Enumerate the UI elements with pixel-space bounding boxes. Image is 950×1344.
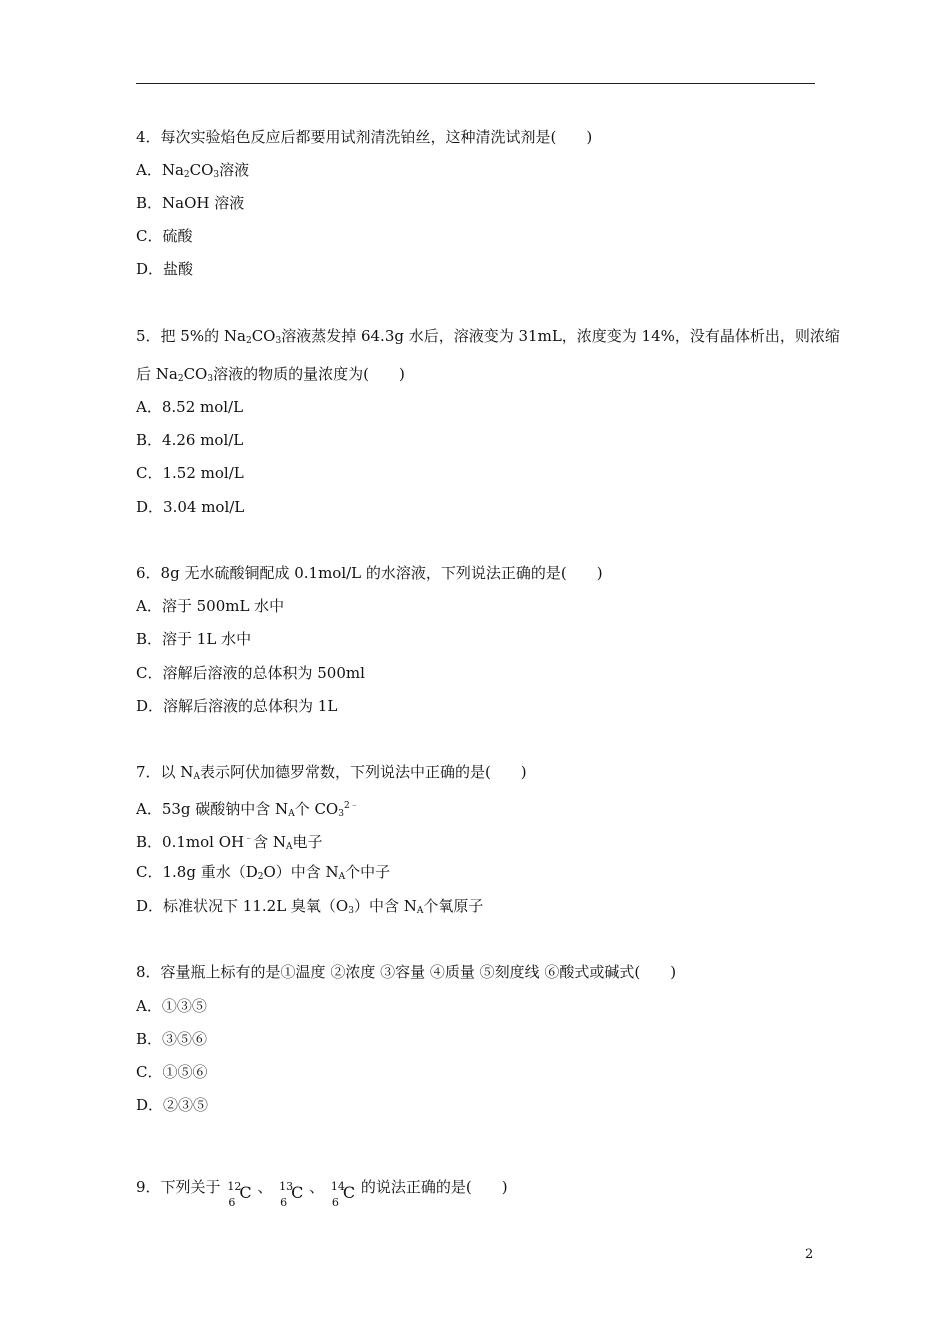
q5-option-c: C．1.52 mol/L <box>136 464 244 482</box>
q5-option-a: A．8.52 mol/L <box>136 398 244 416</box>
q7-option-a: A．53g 碳酸钠中含 $N_A$个 $CO_3^{2﹣}$ <box>136 800 359 819</box>
q5-option-d: D．3.04 mol/L <box>136 498 245 516</box>
q7-stem: 7．以 $N_A$表示阿伏加德罗常数，下列说法中正确的是( ) <box>136 763 527 782</box>
q5-stem-line1: 5．把 5%的 $Na_2CO_3$溶液蒸发掉 64.3g 水后，溶液变为 31mL，浓度变为 14%，没有晶体析出，则浓缩 <box>136 327 840 346</box>
q8-stem: 8．容量瓶上标有的是①温度 ②浓度 ③容量 ④质量 ⑤刻度线 ⑥酸式或碱式( ) <box>136 963 677 981</box>
q4-option-b: B．NaOH 溶液 <box>136 194 245 212</box>
q6-option-d: D．溶解后溶液的总体积为 1L <box>136 697 338 715</box>
q6-stem: 6．8g 无水硫酸铜配成 0.1mol/L 的水溶液，下列说法正确的是( ) <box>136 564 603 582</box>
q8-option-c: C．①⑤⑥ <box>136 1063 208 1081</box>
q4-option-d: D．盐酸 <box>136 260 194 278</box>
q8-option-b: B．③⑤⑥ <box>136 1030 208 1048</box>
isotope-c14: 14 6 C <box>330 1180 356 1209</box>
q5-option-b: B．4.26 mol/L <box>136 431 244 449</box>
q9-stem: 9．下列关于 12 6 C 、 13 6 C 、 14 6 C 的说法正确的是( ) <box>136 1170 508 1204</box>
isotope-c13: 13 6 C <box>279 1180 304 1209</box>
q4-option-a: A．$Na_2CO_3$溶液 <box>136 161 250 180</box>
q7-option-c: C．1.8g 重水$(D_2O)$中含 $N_A$个中子 <box>136 863 391 882</box>
q7-option-b: B．0.1mol OH﹣含 $N_A$电子 <box>136 833 323 852</box>
isotope-c12: 12 6 C <box>227 1180 252 1209</box>
q8-option-d: D．②③⑤ <box>136 1096 209 1114</box>
page-number: 2 <box>805 1247 814 1262</box>
header-rule <box>136 83 815 84</box>
q7-option-d: D．标准状况下 11.2L 臭氧$(O_3)$中含 $N_A$个氧原子 <box>136 897 484 916</box>
q5-stem-line2: 后 $Na_2CO_3$溶液的物质的量浓度为( ) <box>136 365 405 384</box>
q8-option-a: A．①③⑤ <box>136 997 207 1015</box>
q6-option-a: A．溶于 500mL 水中 <box>136 597 285 615</box>
q6-option-c: C．溶解后溶液的总体积为 500ml <box>136 664 365 682</box>
q4-stem: 4．每次实验焰色反应后都要用试剂清洗铂丝，这种清洗试剂是( ) <box>136 128 593 146</box>
q4-option-c: C．硫酸 <box>136 227 193 245</box>
q6-option-b: B．溶于 1L 水中 <box>136 630 252 648</box>
